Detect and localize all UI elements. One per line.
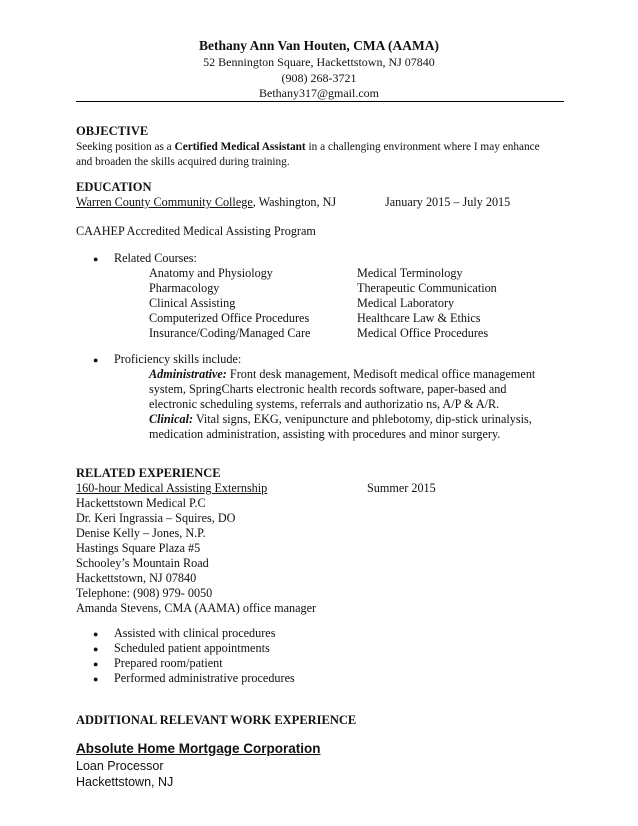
- course-left-3: Clinical Assisting: [149, 296, 236, 310]
- objective-line-2: and broaden the skills acquired during training.: [76, 156, 290, 168]
- experience-detail: Hackettstown, NJ 07840: [76, 571, 197, 585]
- duty-item: Assisted with clinical procedures: [114, 626, 276, 640]
- course-left-4: Computerized Office Procedures: [149, 311, 310, 325]
- candidate-name: Bethany Ann Van Houten, CMA (AAMA): [198, 38, 440, 53]
- proficiency-label: Proficiency skills include:: [114, 352, 242, 366]
- role-title: Loan Processor: [76, 759, 164, 773]
- experience-detail: Amanda Stevens, CMA (AAMA) office manager: [76, 601, 317, 615]
- clinical-label: Clinical:: [149, 412, 194, 426]
- education-dates: January 2015 – July 2015: [385, 195, 511, 209]
- objective-text-bold: Certified Medical Assistant: [174, 141, 306, 153]
- school-location: , Washington, NJ: [252, 195, 337, 209]
- email: Bethany317@gmail.com: [258, 86, 380, 100]
- course-right-5: Medical Office Procedures: [357, 326, 489, 340]
- duty-item: Performed administrative procedures: [114, 671, 295, 685]
- header-divider: [76, 101, 564, 102]
- experience-detail: Hackettstown Medical P.C: [76, 496, 206, 510]
- clinical-text-1: Vital signs, EKG, venipuncture and phlebotomy, dip-stick urinalysis,: [193, 412, 532, 426]
- address: 52 Bennington Square, Hackettstown, NJ 07840: [203, 55, 435, 69]
- admin-skills-line-3: electronic scheduling systems, referrals and authorizatio ns, A/P & A/R.: [149, 397, 500, 411]
- company-name: Absolute Home Mortgage Corporation: [76, 741, 321, 756]
- externship-title: [76, 481, 267, 496]
- additional-heading: ADDITIONAL RELEVANT WORK EXPERIENCE: [76, 713, 357, 727]
- education-school-line: [76, 195, 336, 210]
- duty-item: Prepared room/patient: [114, 656, 223, 670]
- clinical-skills-line-2: medication administration, assisting with procedures and minor surgery.: [149, 427, 501, 441]
- course-right-1: Medical Terminology: [357, 266, 463, 280]
- school-name: Warren County Community College: [76, 195, 253, 209]
- objective-heading: OBJECTIVE: [76, 124, 149, 138]
- experience-heading: RELATED EXPERIENCE: [76, 466, 221, 480]
- bullet-icon: ●: [93, 355, 99, 365]
- company-location: Hackettstown, NJ: [76, 775, 174, 789]
- courses-label: Related Courses:: [114, 251, 197, 265]
- education-program: CAAHEP Accredited Medical Assisting Program: [76, 224, 316, 238]
- admin-text-1: Front desk management, Medisoft medical office management: [226, 367, 536, 381]
- bullet-icon: ●: [93, 254, 99, 264]
- clinical-skills-line-1: [149, 412, 532, 427]
- experience-detail: Dr. Keri Ingrassia – Squires, DO: [76, 511, 236, 525]
- course-right-3: Medical Laboratory: [357, 296, 455, 310]
- externship-dates: Summer 2015: [367, 481, 436, 495]
- experience-detail: Telephone: (908) 979- 0050: [76, 586, 213, 600]
- course-right-4: Healthcare Law & Ethics: [357, 311, 481, 325]
- objective-text-post: in a challenging environment where I may enhance: [305, 141, 540, 153]
- course-left-2: Pharmacology: [149, 281, 220, 295]
- admin-skills-line-1: [149, 367, 535, 382]
- experience-detail: Hastings Square Plaza #5: [76, 541, 201, 555]
- course-left-1: Anatomy and Physiology: [149, 266, 273, 280]
- duty-item: Scheduled patient appointments: [114, 641, 270, 655]
- bullet-icon: ●: [93, 644, 99, 654]
- admin-skills-line-2: system, SpringCharts electronic health records software, paper-based and: [149, 382, 507, 396]
- externship-title-text: 160-hour Medical Assisting Externship: [76, 481, 268, 495]
- course-right-2: Therapeutic Communication: [357, 281, 497, 295]
- bullet-icon: ●: [93, 629, 99, 639]
- bullet-icon: ●: [93, 674, 99, 684]
- admin-label: Administrative:: [149, 367, 227, 381]
- course-left-5: Insurance/Coding/Managed Care: [149, 326, 311, 340]
- education-heading: EDUCATION: [76, 180, 152, 194]
- phone: (908) 268-3721: [281, 71, 357, 85]
- objective-text-pre: Seeking position as a: [76, 141, 175, 153]
- bullet-icon: ●: [93, 659, 99, 669]
- experience-detail: Denise Kelly – Jones, N.P.: [76, 526, 206, 540]
- experience-detail: Schooley’s Mountain Road: [76, 556, 209, 570]
- objective-line-1: [76, 141, 540, 153]
